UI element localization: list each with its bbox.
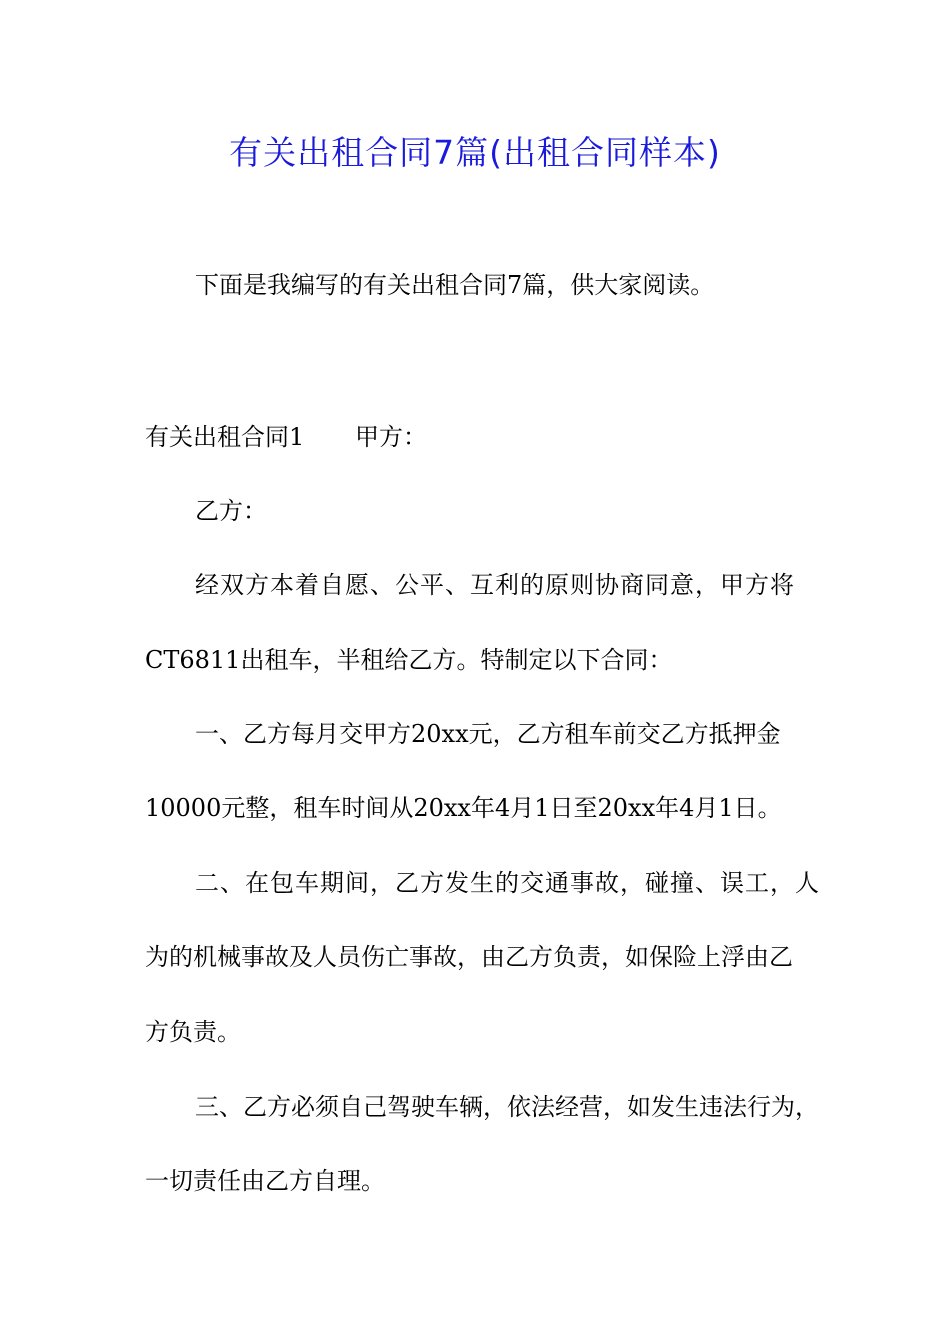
paragraph-4-line-2: 一切责任由乙方自理。	[145, 1167, 385, 1195]
party-a-label: 甲方：	[355, 423, 427, 451]
paragraph-1-line-2: CT6811出租车，半租给乙方。特制定以下合同：	[145, 646, 673, 674]
intro-text: 下面是我编写的有关出租合同7篇，供大家阅读。	[195, 271, 715, 299]
section-heading: 有关出租合同1	[145, 423, 305, 451]
paragraph-3-line-3: 方负责。	[145, 1018, 241, 1046]
paragraph-3-line-2: 为的机械事故及人员伤亡事故，由乙方负责，如保险上浮由乙	[145, 943, 793, 971]
paragraph-2-line-1: 一、乙方每月交甲方20xx元，乙方租车前交乙方抵押金	[195, 720, 781, 748]
paragraph-2-line-2: 10000元整，租车时间从20xx年4月1日至20xx年4月1日。	[145, 794, 782, 822]
paragraph-4-line-1: 三、乙方必须自己驾驶车辆，依法经营，如发生违法行为，	[195, 1093, 819, 1121]
party-b-label: 乙方：	[195, 497, 267, 525]
document-title: 有关出租合同7篇(出租合同样本)	[229, 133, 721, 172]
paragraph-1-line-1: 经双方本着自愿、公平、互利的原则协商同意，甲方将	[195, 571, 795, 599]
paragraph-3-line-1: 二、在包车期间，乙方发生的交通事故，碰撞、误工，人	[195, 869, 820, 897]
